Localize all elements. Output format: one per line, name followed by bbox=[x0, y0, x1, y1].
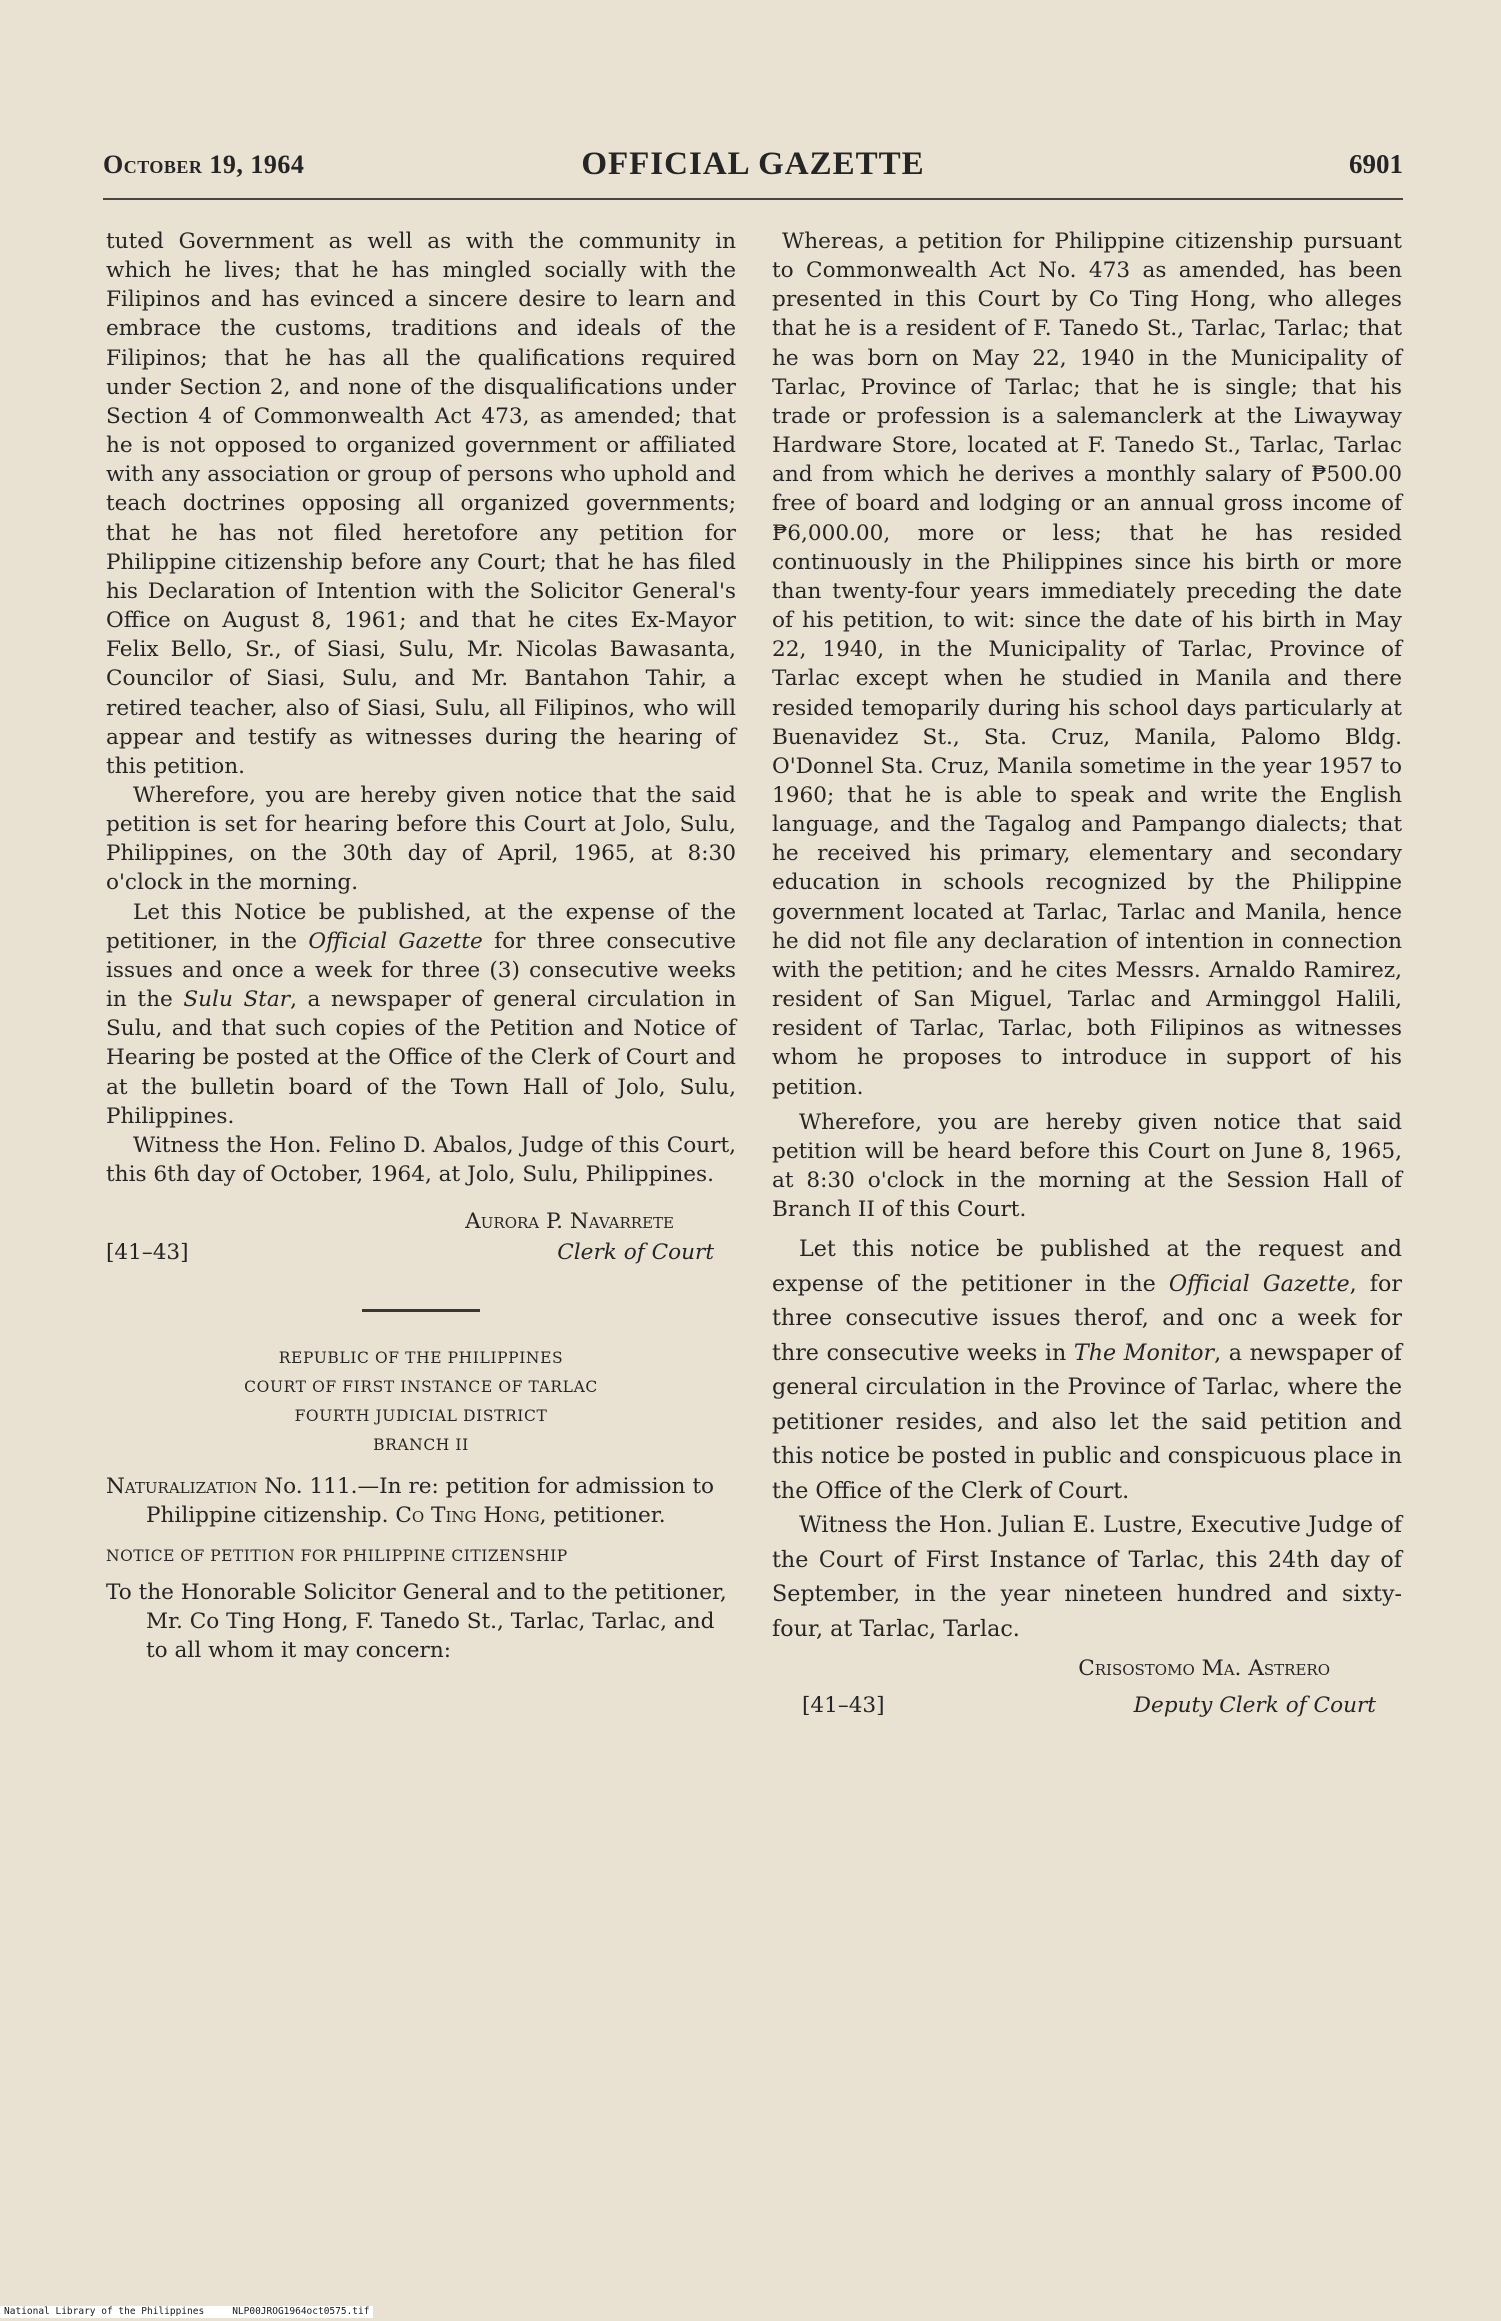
addressee-paragraph: To the Honorable Solicitor General and to the petitioner, Mr. Co Ting Hong, F. Tanedo St., Tarlac, Tarlac, and to all whom it may concern: bbox=[106, 1579, 727, 1663]
publication-paragraph bbox=[772, 1232, 1402, 1508]
left-column bbox=[106, 227, 736, 1665]
case-text: , petitioner. bbox=[539, 1503, 666, 1529]
continued-paragraph: tuted Government as well as with the community in which he lives; that he has mingled socially with the Filipinos and has evinced a sincere desire to learn and embrace the customs, traditions and ideals of the Filipinos; that he has all the qualifications required under Section 2, and none of the disqualifications under Section 4 of Commonwealth Act 473, as amended; that he is not opposed to organized government or affiliated with any association or group of persons who uphold and teach doctrines opposing all organized governments; that he has not filed heretofore any petition for Philippine citizenship before any Court; that he has filed his Declaration of Intention with the Solicitor General's Office on August 8, 1961; and that he cites Ex-Mayor Felix Bello, Sr., of Siasi, Sulu, Mr. Nicolas Bawasanta, Councilor of Siasi, Sulu, and Mr. Bantahon Tahir, a retired teacher, also of Siasi, Sulu, all Filipinos, who will appear and testify as witnesses during the hearing of this petition. bbox=[106, 229, 736, 779]
newspaper-name: The Monitor bbox=[1073, 1339, 1215, 1366]
court-caption bbox=[106, 1344, 736, 1460]
whereas-paragraph: Whereas, a petition for Philippine citizenship pursuant to Commonwealth Act No. 473 as amended, has been presented in this Court by Co Ting Hong, who alleges that he is a resident of F. Tanedo St., Tarlac, Tarlac; that he was born on May 22, 1940 in the Municipality of Tarlac, Province of Tarlac; that he is single; that his trade or profession is a salemanclerk at the Liwayway Hardware Store, located at F. Tanedo St., Tarlac, Tarlac and from which he derives a monthly salary of ₱500.00 free of board and lodging or an annual gross income of ₱6,000.00, more or less; that he has resided continuously in the Philippines since his birth or more than twenty-four years immediately preceding the date of his petition, to wit: since the date of his birth in May 22, 1940, in the Municipality of Tarlac, Province of Tarlac except when he studied in Manila and there resided temoparily during his school days particularly at Buenavidez St., Sta. Cruz, Manila, Palomo Bldg. O'Donnel Sta. Cruz, Manila sometime in the year 1957 to 1960; that he is able to speak and write the English language, and the Tagalog and Pampango dialects; that he received his primary, elementary and secondary education in schools recognized by the Philippine government located at Tarlac, Tarlac and Manila, hence he did not file any declaration of intention in connection with the petition; and he cites Messrs. Arnaldo Ramirez, resident of San Miguel, Tarlac and Arminggol Halili, resident of Tarlac, Tarlac, both Filipinos as witnesses whom he proposes to introduce in support of his petition. bbox=[772, 229, 1402, 1100]
section-divider bbox=[362, 1309, 480, 1312]
page-number: 6901 bbox=[1349, 149, 1403, 179]
page-header bbox=[103, 146, 1403, 188]
notice-heading: NOTICE OF PETITION FOR PHILIPPINE CITIZENSHIP bbox=[106, 1547, 568, 1566]
publication-text: , a newspaper of general circulation in the Province of Tarlac, where the petitioner resides, and also let the said petition and this notice be posted in public and conspicuous place in the Office of the Clerk of Court. bbox=[772, 1339, 1402, 1504]
caption-line: BRANCH II bbox=[373, 1436, 469, 1455]
newspaper-name: Sulu Star bbox=[183, 987, 291, 1013]
source-label: National Library of the Philippines bbox=[4, 2306, 205, 2317]
publication-title: OFFICIAL GAZETTE bbox=[581, 146, 925, 182]
header-rule bbox=[103, 198, 1403, 200]
issue-code: [41–43] bbox=[802, 1693, 885, 1719]
publication-paragraph bbox=[106, 898, 736, 1131]
caption-line: REPUBLIC OF THE PHILIPPINES bbox=[278, 1349, 564, 1368]
file-name: NLP00JROG1964oct0575.tif bbox=[232, 2306, 370, 2317]
witness-paragraph: Witness the Hon. Felino D. Abalos, Judge of this Court, this 6th day of October, 1964, at Jolo, Sulu, Philippines. bbox=[106, 1132, 736, 1187]
witness-paragraph: Witness the Hon. Julian E. Lustre, Executive Judge of the Court of First Instance of Tarlac, this 24th day of September, in the year nineteen hundred and sixty-four, at Tarlac, Tarlac. bbox=[772, 1512, 1402, 1642]
wherefore-paragraph: Wherefore, you are hereby given notice that said petition will be heard before this Court on June 8, 1965, at 8:30 o'clock in the morning at the Session Hall of Branch II of this Court. bbox=[772, 1109, 1402, 1223]
publication-text: Let this Notice be published, at the expense of the petitioner, in the bbox=[106, 899, 736, 954]
wherefore-paragraph: Wherefore, you are hereby given notice that the said petition is set for hearing before this Court at Jolo, Sulu, Philippines, on the 30th day of April, 1965, at 8:30 o'clock in the morning. bbox=[106, 782, 736, 896]
publication-text: , for three consecutive issues therof, and onc a week for thre consecutive weeks in bbox=[772, 1270, 1402, 1366]
gazette-name: Official Gazette bbox=[308, 928, 483, 954]
case-label: Naturalization bbox=[106, 1474, 258, 1500]
signatory-name: Aurora P. Navarrete bbox=[465, 1209, 674, 1235]
issue-code: [41–43] bbox=[106, 1240, 189, 1265]
signature-block bbox=[772, 1652, 1402, 1722]
scan-footer bbox=[0, 2306, 373, 2318]
signatory-name: Crisostomo Ma. Astrero bbox=[1078, 1656, 1330, 1682]
publication-text: Let this notice be published at the request and expense of the petitioner in the bbox=[772, 1236, 1402, 1297]
publication-text: for three consecutive issues and once a week for three (3) consecutive weeks in the bbox=[106, 928, 736, 1013]
signatory-title: Deputy Clerk of Court bbox=[1133, 1693, 1376, 1719]
petitioner-name: Co Ting Hong bbox=[395, 1503, 540, 1529]
caption-line: FOURTH JUDICIAL DISTRICT bbox=[294, 1407, 548, 1426]
signatory-title: Clerk of Court bbox=[557, 1240, 714, 1265]
right-column bbox=[772, 227, 1402, 1722]
issue-date: October 19, 1964 bbox=[103, 150, 305, 179]
gazette-name: Official Gazette bbox=[1168, 1270, 1350, 1297]
caption-line: COURT OF FIRST INSTANCE OF TARLAC bbox=[244, 1378, 598, 1397]
case-title bbox=[106, 1472, 736, 1530]
publication-text: , a newspaper of general circulation in Sulu, and that such copies of the Petition and Notice of Hearing be posted at the Office of the Clerk of Court and at the bulletin board of the Town Hall of Jolo, Sulu, Philippines. bbox=[106, 987, 736, 1129]
case-text: No. 111.—In re: petition for admission to Philippine citizenship. bbox=[146, 1474, 715, 1529]
signature-block bbox=[106, 1207, 736, 1269]
